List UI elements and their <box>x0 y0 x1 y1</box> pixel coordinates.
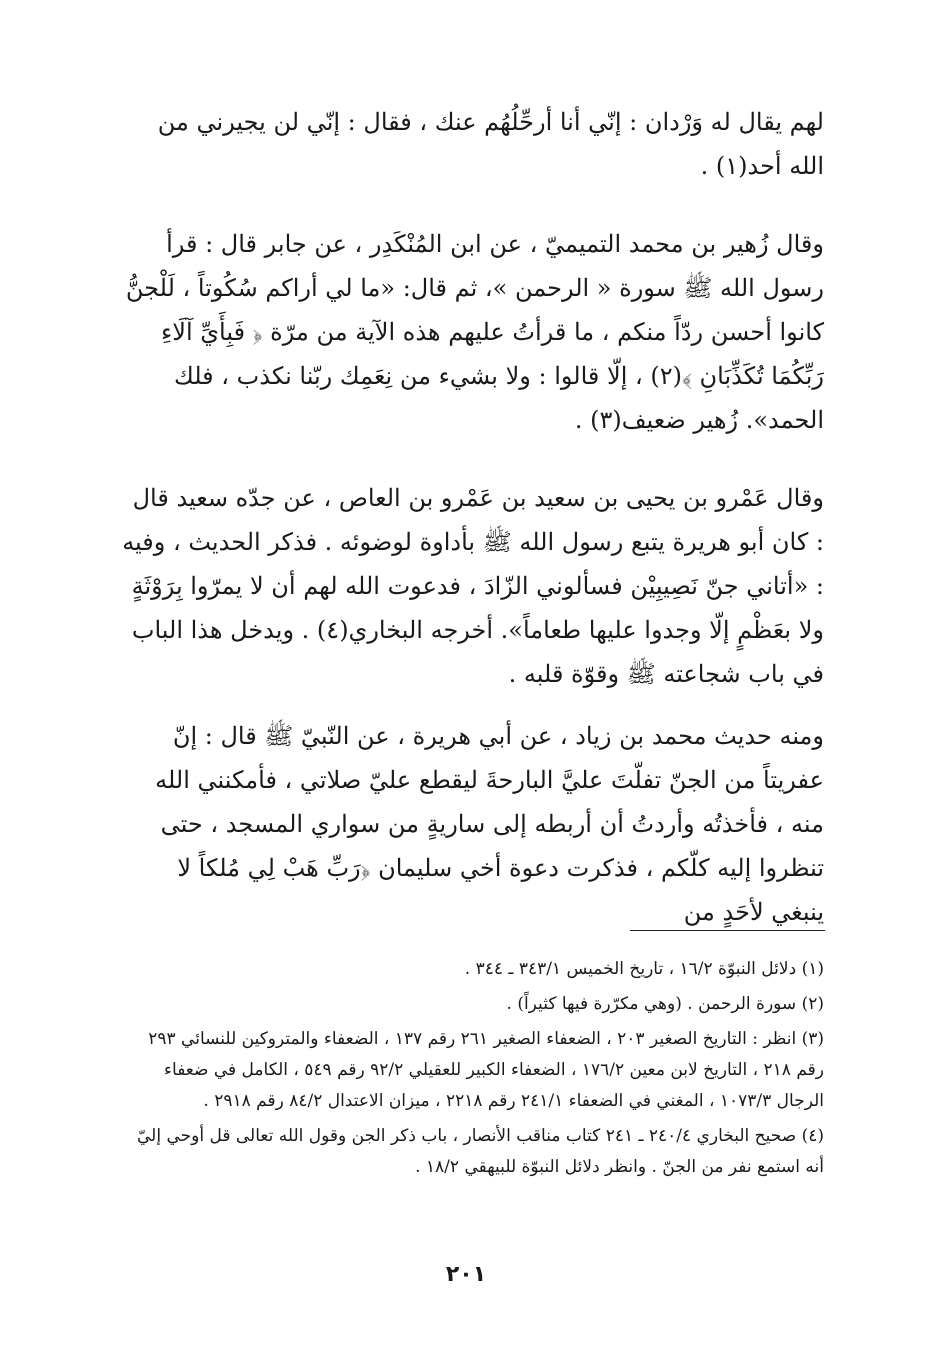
paragraph-2: وقال زُهير بن محمد التميميّ ، عن ابن المُنْكَدِر ، عن جابر قال : قرأ رسول الله ﷺ سورة « الرحمن »، ثم قال: «ما لي أراكم سُكُوتاً ، لَلْجنُّ كانوا أحسن ردّاً منكم ، ما قرأتُ عليهم هذه الآية من مرّة ﴿ فَبِأَيِّ آلَاءِ رَبِّكُمَا تُكَذِّبَانِ ﴾(٢) ، إلّا قالوا : ولا بشيء من نِعَمِك ربّنا نكذب ، فلك الحمد». زُهير ضعيف(٣) . <box>125 230 824 434</box>
footnote-1: (١) دلائل النبوّة ١٦/٢ ، تاريخ الخميس ٣٤٣/١ ـ ٣٤٤ . <box>464 959 824 979</box>
footnote-separator <box>630 930 825 931</box>
footnotes <box>118 954 824 1187</box>
paragraph-1: لهم يقال له وَرْدان : إنّي أنا أرحِّلُهُم عنك ، فقال : إنّي لن يجيرني من الله أحد(١) . <box>157 108 824 180</box>
footnote-2: (٢) سورة الرحمن . (وهي مكرّرة فيها كثيراً) . <box>506 994 824 1014</box>
page-number: ٢٠١ <box>445 1262 487 1287</box>
paragraph-4: ومنه حديث محمد بن زياد ، عن أبي هريرة ، عن النّبيّ ﷺ قال : إنّ عفريتاً من الجنّ تفلّتَ عليَّ البارحةَ ليقطع عليّ صلاتي ، فأمكنني الله منه ، فأخذتُه وأردتُ أن أربطه إلى ساريةٍ من سواري المسجد ، حتى تنظروا إليه كلّكم ، فذكرت دعوة أخي سليمان ﴿رَبِّ هَبْ لِي مُلكاً لا ينبغي لأحَدٍ من <box>155 722 824 926</box>
main-text <box>118 100 824 934</box>
footnote-3: (٣) انظر : التاريخ الصغير ٢٠٣ ، الضعفاء الصغير ٢٦١ رقم ١٣٧ ، الضعفاء والمتروكين للنسائي ٢٩٣ رقم ٢١٨ ، التاريخ لابن معين ١٧٦/٢ ، الضعفاء الكبير للعقيلي ٩٢/٢ رقم ٥٤٩ ، الكامل في ضعفاء الرجال ١٠٧٣/٣ ، المغني في الضعفاء ٢٤١/١ رقم ٢٢١٨ ، ميزان الاعتدال ٨٤/٢ رقم ٢٩١٨ . <box>148 1029 824 1111</box>
footnote-4: (٤) صحيح البخاري ٢٤٠/٤ ـ ٢٤١ كتاب مناقب الأنصار ، باب ذكر الجن وقول الله تعالى قل أوحي إليّ أنه استمع نفر من الجنّ . وانظر دلائل النبوّة للبيهقي ١٨/٢ . <box>136 1126 824 1177</box>
paragraph-3: وقال عَمْرو بن يحيى بن سعيد بن عَمْرو بن العاص ، عن جدّه سعيد قال : كان أبو هريرة يتبع رسول الله ﷺ بأداوة لوضوئه . فذكر الحديث ، وفيه : «أتاني جنّ نَصِيبِيْن فسألوني الزّادَ ، فدعوت الله لهم أن لا يمرّوا بِرَوْثَةٍ ولا بعَظْمٍ إلّا وجدوا عليها طعاماً». أخرجه البخاري(٤) . ويدخل هذا الباب في باب شجاعته ﷺ وقوّة قلبه . <box>122 484 824 688</box>
